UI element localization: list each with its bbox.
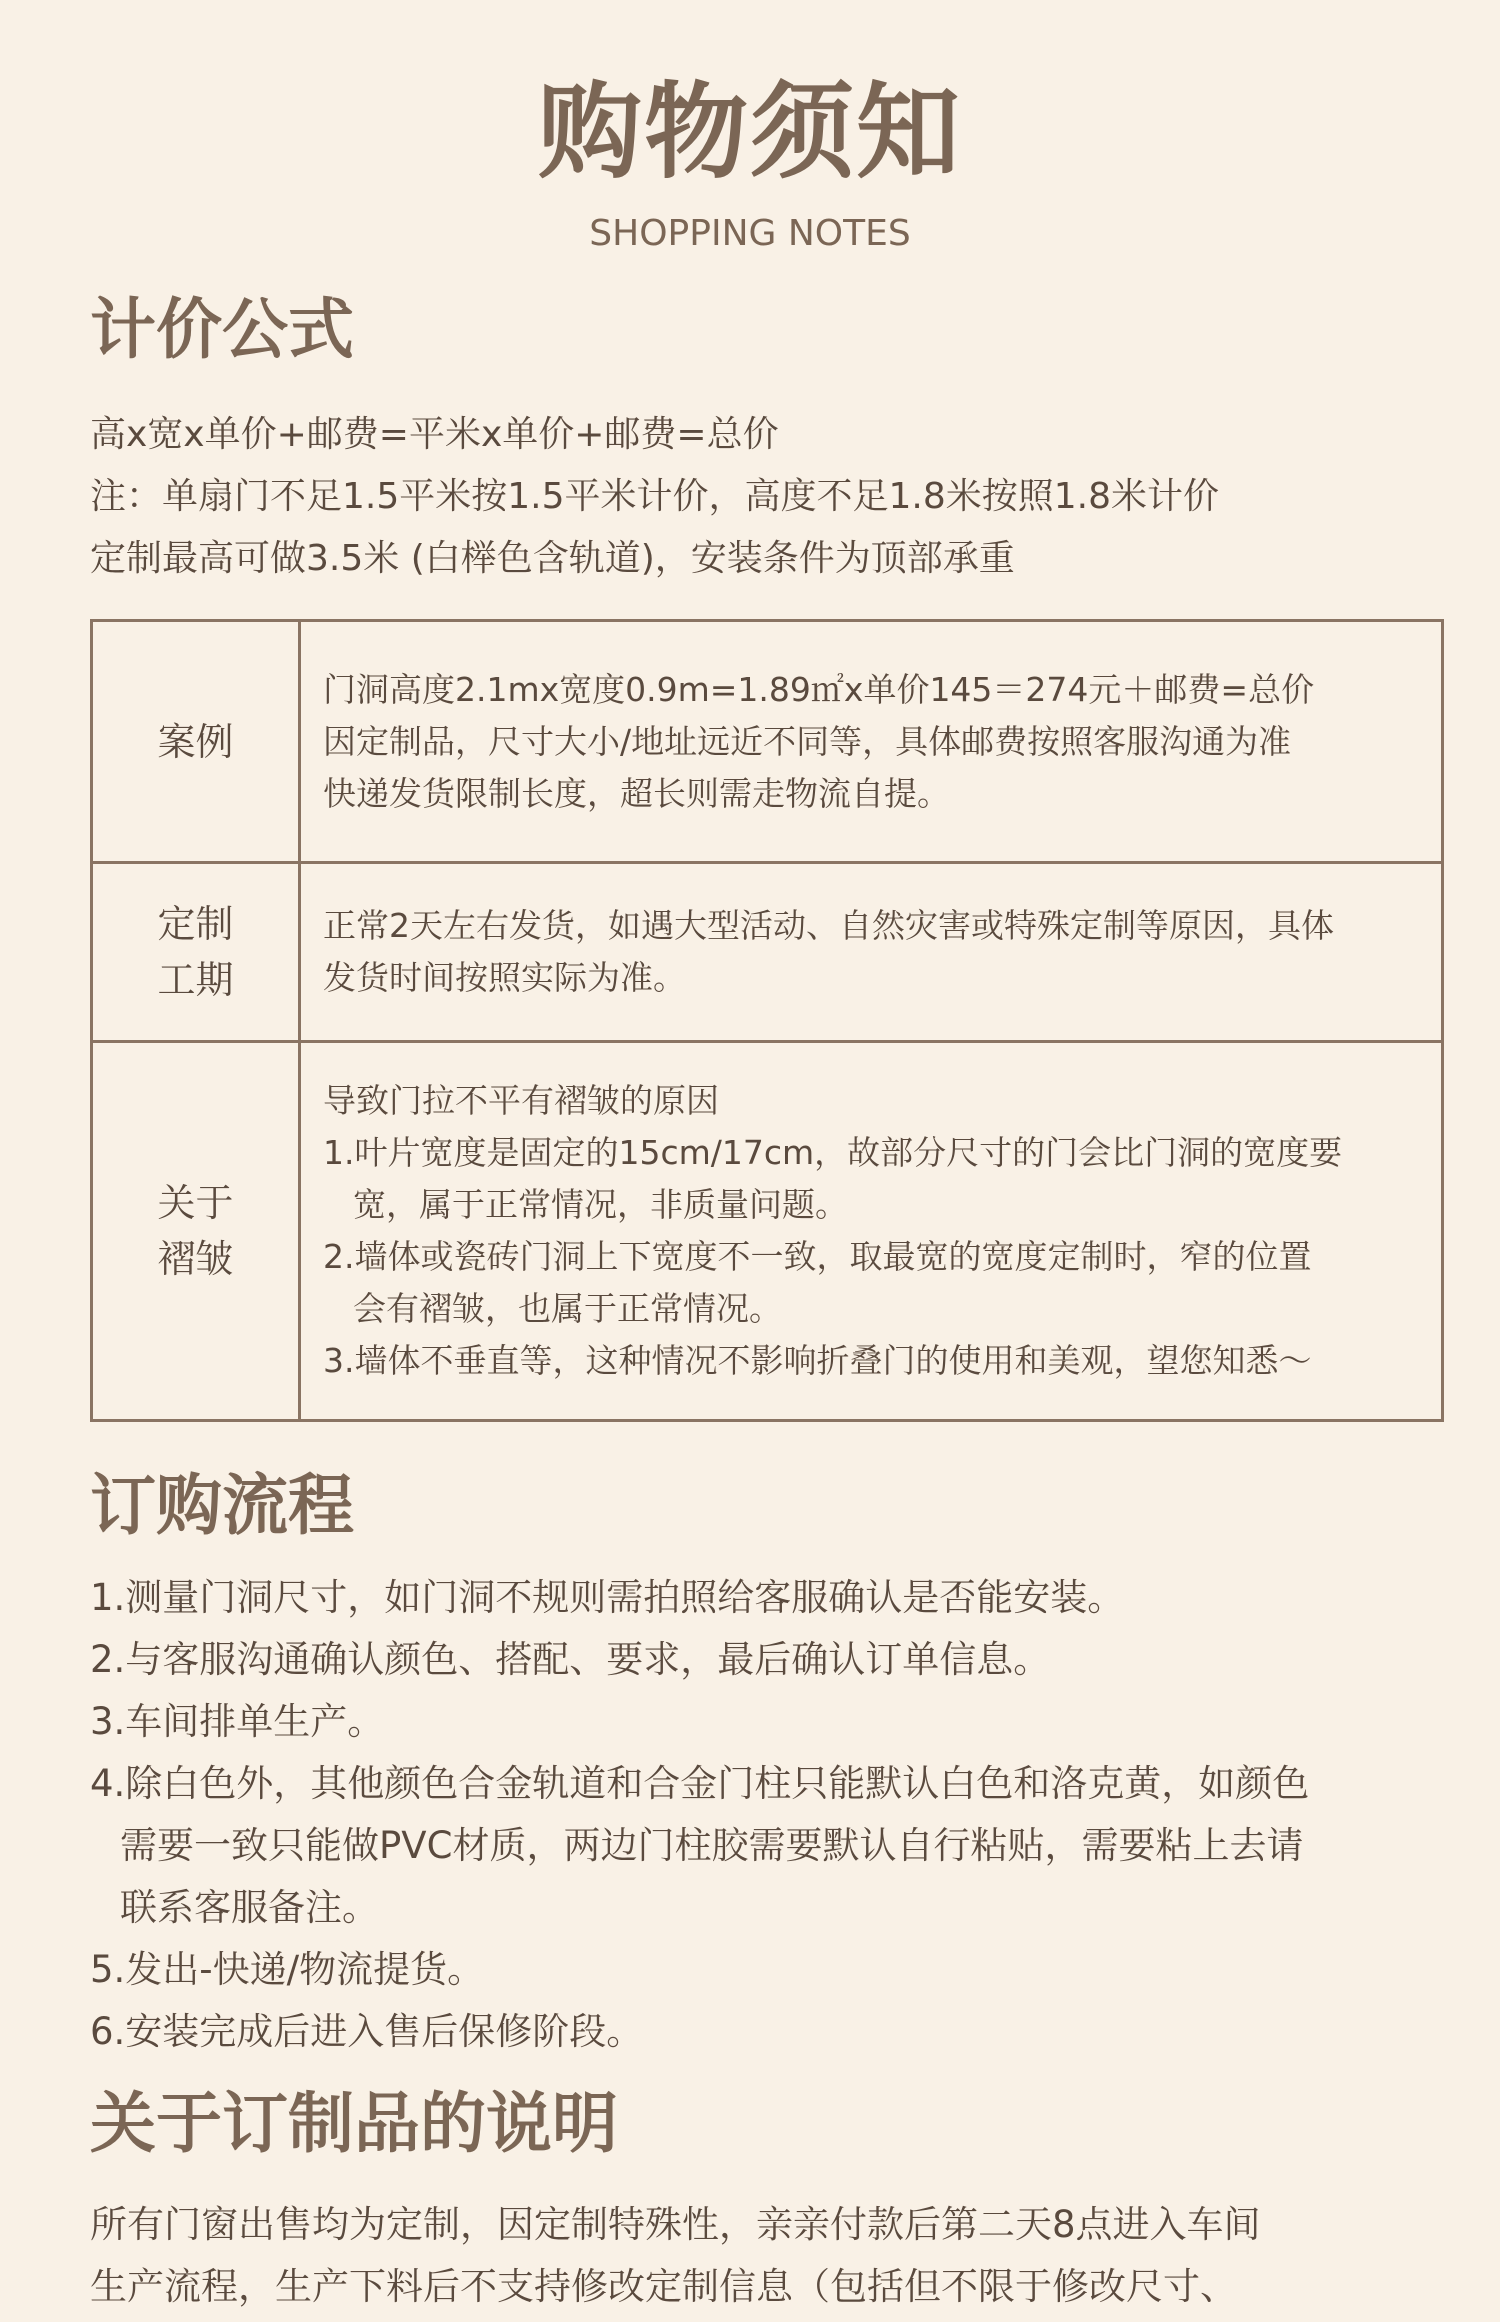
wrinkles-item: 会有褶皱，也属于正常情况。 — [353, 1289, 782, 1328]
row-label-wrinkles — [93, 1043, 301, 1419]
pricing-line: 高x宽x单价+邮费=平米x单价+邮费=总价 — [90, 414, 779, 455]
pricing-heading: 计价公式 — [90, 291, 354, 368]
row-content-example — [301, 622, 1441, 861]
list-item: 2.与客服沟通确认颜色、搭配、要求，最后确认订单信息。 — [90, 1638, 1051, 1681]
lead-time-line: 发货时间按照实际为准。 — [323, 958, 686, 997]
pricing-line: 定制最高可做3.5米 (白榉色含轨道)，安装条件为顶部承重 — [90, 538, 1015, 579]
row-label-lead-time — [93, 864, 301, 1040]
order-process-heading: 订购流程 — [90, 1467, 354, 1544]
custom-notes-line: 所有门窗出售均为定制，因定制特殊性，亲亲付款后第二天8点进入车间 — [90, 2203, 1261, 2246]
row-label-text: 案例 — [157, 719, 234, 764]
list-item: 联系客服备注。 — [120, 1886, 379, 1929]
lead-time-line: 正常2天左右发货，如遇大型活动、自然灾害或特殊定制等原因，具体 — [323, 906, 1334, 945]
order-process-list — [90, 1567, 1309, 2063]
list-item: 需要一致只能做PVC材质，两边门柱胶需要默认自行粘贴，需要粘上去请 — [120, 1824, 1304, 1867]
wrinkles-item: 2.墙体或瓷砖门洞上下宽度不一致，取最宽的宽度定制时，窄的位置 — [323, 1237, 1312, 1276]
list-item: 6.安装完成后进入售后保修阶段。 — [90, 2010, 644, 2053]
table-row-wrinkles — [93, 1040, 1441, 1419]
example-line: 门洞高度2.1mx宽度0.9m=1.89㎡x单价145＝274元＋邮费=总价 — [323, 669, 1315, 709]
wrinkles-item: 宽，属于正常情况，非质量问题。 — [353, 1185, 848, 1224]
list-item: 3.车间排单生产。 — [90, 1700, 385, 1743]
row-label-text: 褶皱 — [157, 1237, 234, 1281]
info-table — [90, 619, 1444, 1422]
page-subtitle: SHOPPING NOTES — [589, 213, 911, 254]
wrinkles-item: 3.墙体不垂直等，这种情况不影响折叠门的使用和美观，望您知悉～ — [323, 1341, 1312, 1380]
custom-notes-line: 生产流程，生产下料后不支持修改定制信息（包括但不限于修改尺寸、 — [90, 2265, 1237, 2308]
custom-notes-text — [90, 2194, 1261, 2318]
example-line: 快递发货限制长度，超长则需走物流自提。 — [323, 773, 950, 813]
list-item: 5.发出-快递/物流提货。 — [90, 1948, 485, 1991]
row-label-text: 关于 — [157, 1181, 234, 1225]
example-line: 因定制品，尺寸大小/地址远近不同等，具体邮费按照客服沟通为准 — [323, 721, 1292, 761]
wrinkles-item: 1.叶片宽度是固定的15cm/17cm，故部分尺寸的门会比门洞的宽度要 — [323, 1133, 1343, 1172]
page-title: 购物须知 — [537, 71, 962, 193]
row-label-example — [93, 622, 301, 861]
list-item: 4.除白色外，其他颜色合金轨道和合金门柱只能默认白色和洛克黄，如颜色 — [90, 1762, 1310, 1805]
wrinkles-intro: 导致门拉不平有褶皱的原因 — [323, 1081, 719, 1120]
row-content-wrinkles — [301, 1043, 1441, 1419]
row-content-lead-time — [301, 864, 1441, 1040]
table-row-lead-time — [93, 861, 1441, 1040]
pricing-text — [90, 404, 1219, 590]
list-item: 1.测量门洞尺寸，如门洞不规则需拍照给客服确认是否能安装。 — [90, 1576, 1125, 1619]
custom-notes-heading: 关于订制品的说明 — [90, 2085, 618, 2162]
row-label-text: 定制 — [157, 902, 234, 946]
pricing-line: 注：单扇门不足1.5平米按1.5平米计价，高度不足1.8米按照1.8米计价 — [90, 476, 1220, 517]
row-label-text: 工期 — [157, 958, 234, 1002]
table-row-example — [93, 622, 1441, 861]
